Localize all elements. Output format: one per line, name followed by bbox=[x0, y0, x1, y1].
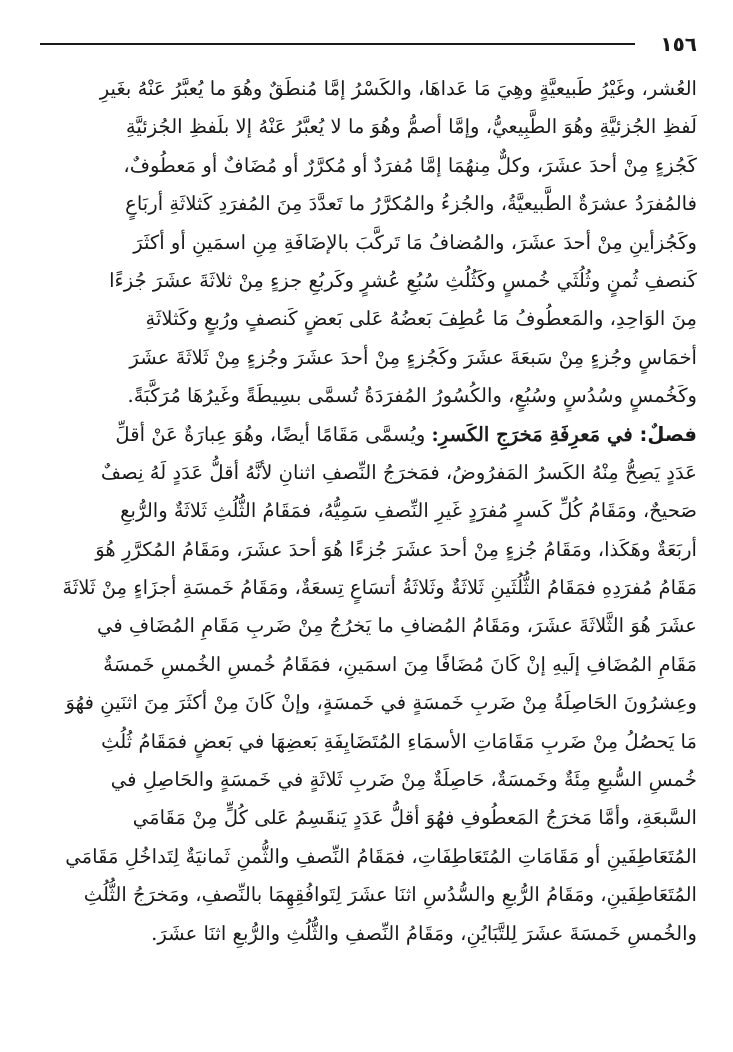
text-line: والخُمسِ خَمسَةَ عشَرَ لِلتَّبَايُنِ، ومَقَامُ النِّصفِ والثُّلُثِ والرُّبعِ اثنَا عشَرَ. bbox=[151, 921, 697, 945]
paragraph-fractions-types bbox=[38, 70, 697, 416]
text-line: عَدَدٍ يَصِحُّ مِنْهُ الكَسرُ المَفرُوضُ، فمَخرَجُ النِّصفِ اثنانِ لأنَّهُ أقلُّ عَدَدٍ لَهُ نِصفٌ bbox=[100, 460, 697, 484]
page-header bbox=[40, 32, 697, 60]
text-line: المُتَعَاطِفَينِ أو مَقَامَاتِ المُتَعَاطِفَاتِ، فمَقَامُ النِّصفِ والثُّمنِ ثَمانيَةٌ لِتَداخُلِ مَقَامَي bbox=[65, 844, 697, 868]
text-line: المُتَعَاطِفَينِ، ومَقَامُ الرُّبعِ والسُّدُسِ اثنَا عشَرَ لِتَوافُقِهِمَا بالنِّصفِ، ومَخرَجُ الثُّلُثِ bbox=[83, 883, 697, 907]
text-line: خُمسِ السُّبعِ مِئَةٌ وخَمسَةٌ، حَاصِلَةٌ مِنْ ضَربِ ثَلاثَةٍ في خَمسَةٍ والحَاصِلِ في bbox=[110, 768, 697, 792]
section-heading-title: في مَعرِفَةِ مَخرَجِ الكَسرِ: bbox=[431, 422, 633, 446]
section-heading bbox=[432, 423, 697, 446]
header-rule bbox=[40, 43, 635, 45]
text-line: كَجُزءٍ مِنْ أحدَ عشَرَ، وكلٌّ مِنهُمَا إمَّا مُفرَدٌ أو مُكرَّرٌ أو مُضَافٌ أو مَعطُوفٌ، bbox=[123, 153, 697, 177]
text-line: وعِشرُونَ الحَاصِلَةُ مِنْ ضَربِ خَمسَةٍ في خَمسَةٍ، وإنْ كَانَ مِنْ أكثَرَ مِنَ اثنَينِ فهُوَ bbox=[65, 691, 697, 715]
text-line: مَقَامِ المُضَافِ إلَيهِ إنْ كَانَ مُضَافًا مِنَ اسمَينِ، فمَقَامُ خُمسِ الخُمسِ خَمسَةٌ bbox=[103, 652, 697, 676]
text-line: كَنصفِ ثُمنٍ وثُلُثَي خُمسٍ وكَثُلُثِ سُبُعِ عُشرٍ وكَربُعِ جزءٍ مِنْ ثلاثَةَ عشَرَ جُزءًا bbox=[109, 268, 697, 292]
text-line: أخمَاسٍ وجُزءٍ مِنْ سَبعَةَ عشَرَ وكَجُزءٍ مِنْ أحدَ عشَرَ وجُزءٍ مِنْ ثَلاثَةَ عشَرَ bbox=[129, 345, 697, 369]
section-fraction-denominator bbox=[38, 416, 697, 953]
section-heading-label: فصلٌ: bbox=[639, 422, 697, 446]
text-line: مَقَامُ مُفرَدِهِ فمَقَامُ الثُّلُثَينِ ثَلاثَةٌ وثَلاثَةُ أتسَاعٍ تِسعَةٌ، ومَقَامُ خَمسَةِ أجزَاءٍ مِنْ ثَلاثَةَ bbox=[62, 576, 697, 600]
text-line: صَحيحٌ، ومَقَامُ كُلِّ كَسرٍ مُفرَدٍ غَيرِ النِّصفِ سَمِيُّهُ، فمَقَامُ الثُّلُثِ ثَلاثَةٌ والرُّبعِ bbox=[120, 499, 697, 523]
text-line: وكَخُمسٍ وسُدُسٍ وسُبُعٍ، والكُسُورُ المُفرَدَةُ تُسمَّى بسِيطَةً وغَيرُهَا مُرَكَّبَةً. bbox=[127, 384, 697, 408]
text-line: فالمُفرَدُ عشرَةٌ الطَّبيعيَّةُ، والجُزءُ والمُكرَّرُ ما تَعدَّدَ مِنَ المُفرَدِ كَثلاثَةِ أربَاعٍ bbox=[125, 192, 697, 216]
text-line: السَّبعَةِ، وأمَّا مَخرَجُ المَعطُوفِ فهُوَ أقلُّ عَدَدٍ يَنقَسِمُ عَلى كُلٍّ مِنْ مَقَامَي bbox=[132, 806, 697, 830]
text-line: وكَجُزأينِ مِنْ أحدَ عشَرَ، والمُضافُ مَا تَركَّبَ بالإضَافَةِ مِنِ اسمَينِ أو أكثَرَ bbox=[133, 230, 697, 254]
text-line: لَفظِ الجُزئيَّةِ وهُوَ الطَّبِيعيُّ، وإمَّا أصمُّ وهُوَ ما لا يُعبَّرُ عَنْهُ إلا بلَفظِ الجُزئيَّةِ bbox=[125, 115, 697, 139]
text-line: العُشر، وغَيْرُ طَبيعيَّةٍ وهِيَ مَا عَداهَا، والكَسْرُ إمَّا مُنطَقٌ وهُوَ ما يُعبَّرُ عَنْهُ بغَيرِ bbox=[99, 77, 697, 100]
text-line: مَا يَحصُلُ مِنْ ضَربِ مَقَامَاتِ الأسمَاءِ المُتَضَايِفَةِ بَعضِهَا في بَعضٍ فمَقَامُ ثُلُثِ bbox=[101, 729, 697, 753]
page-number: ١٥٦ bbox=[660, 32, 697, 56]
section-heading-continuation: ويُسمَّى مَقَامًا أيضًا، وهُوَ عِبارَةٌ عَنْ أقلِّ bbox=[115, 422, 426, 446]
text-line: عشَرَ هُوَ الثَّلاثَةَ عشَرَ، ومَقَامُ المُضافِ ما يَخرُجُ مِنْ ضَربِ مَقَامِ المُضَافِ في bbox=[97, 614, 697, 638]
text-line: أربَعَةٌ وهَكَذا، ومَقَامُ جُزءٍ مِنْ أحدَ عشَرَ جُزءًا هُوَ أحدَ عشَرَ، ومَقَامُ المُكرَّرِ هُوَ bbox=[95, 537, 697, 561]
page-body bbox=[38, 70, 697, 953]
section-heading-line bbox=[38, 416, 697, 454]
text-line: مِنَ الوَاحِدِ، والمَعطُوفُ مَا عُطِفَ بَعضُهُ عَلى بَعضٍ كَنصفٍ ورُبعٍ وكَثلاثَةِ bbox=[145, 307, 697, 331]
